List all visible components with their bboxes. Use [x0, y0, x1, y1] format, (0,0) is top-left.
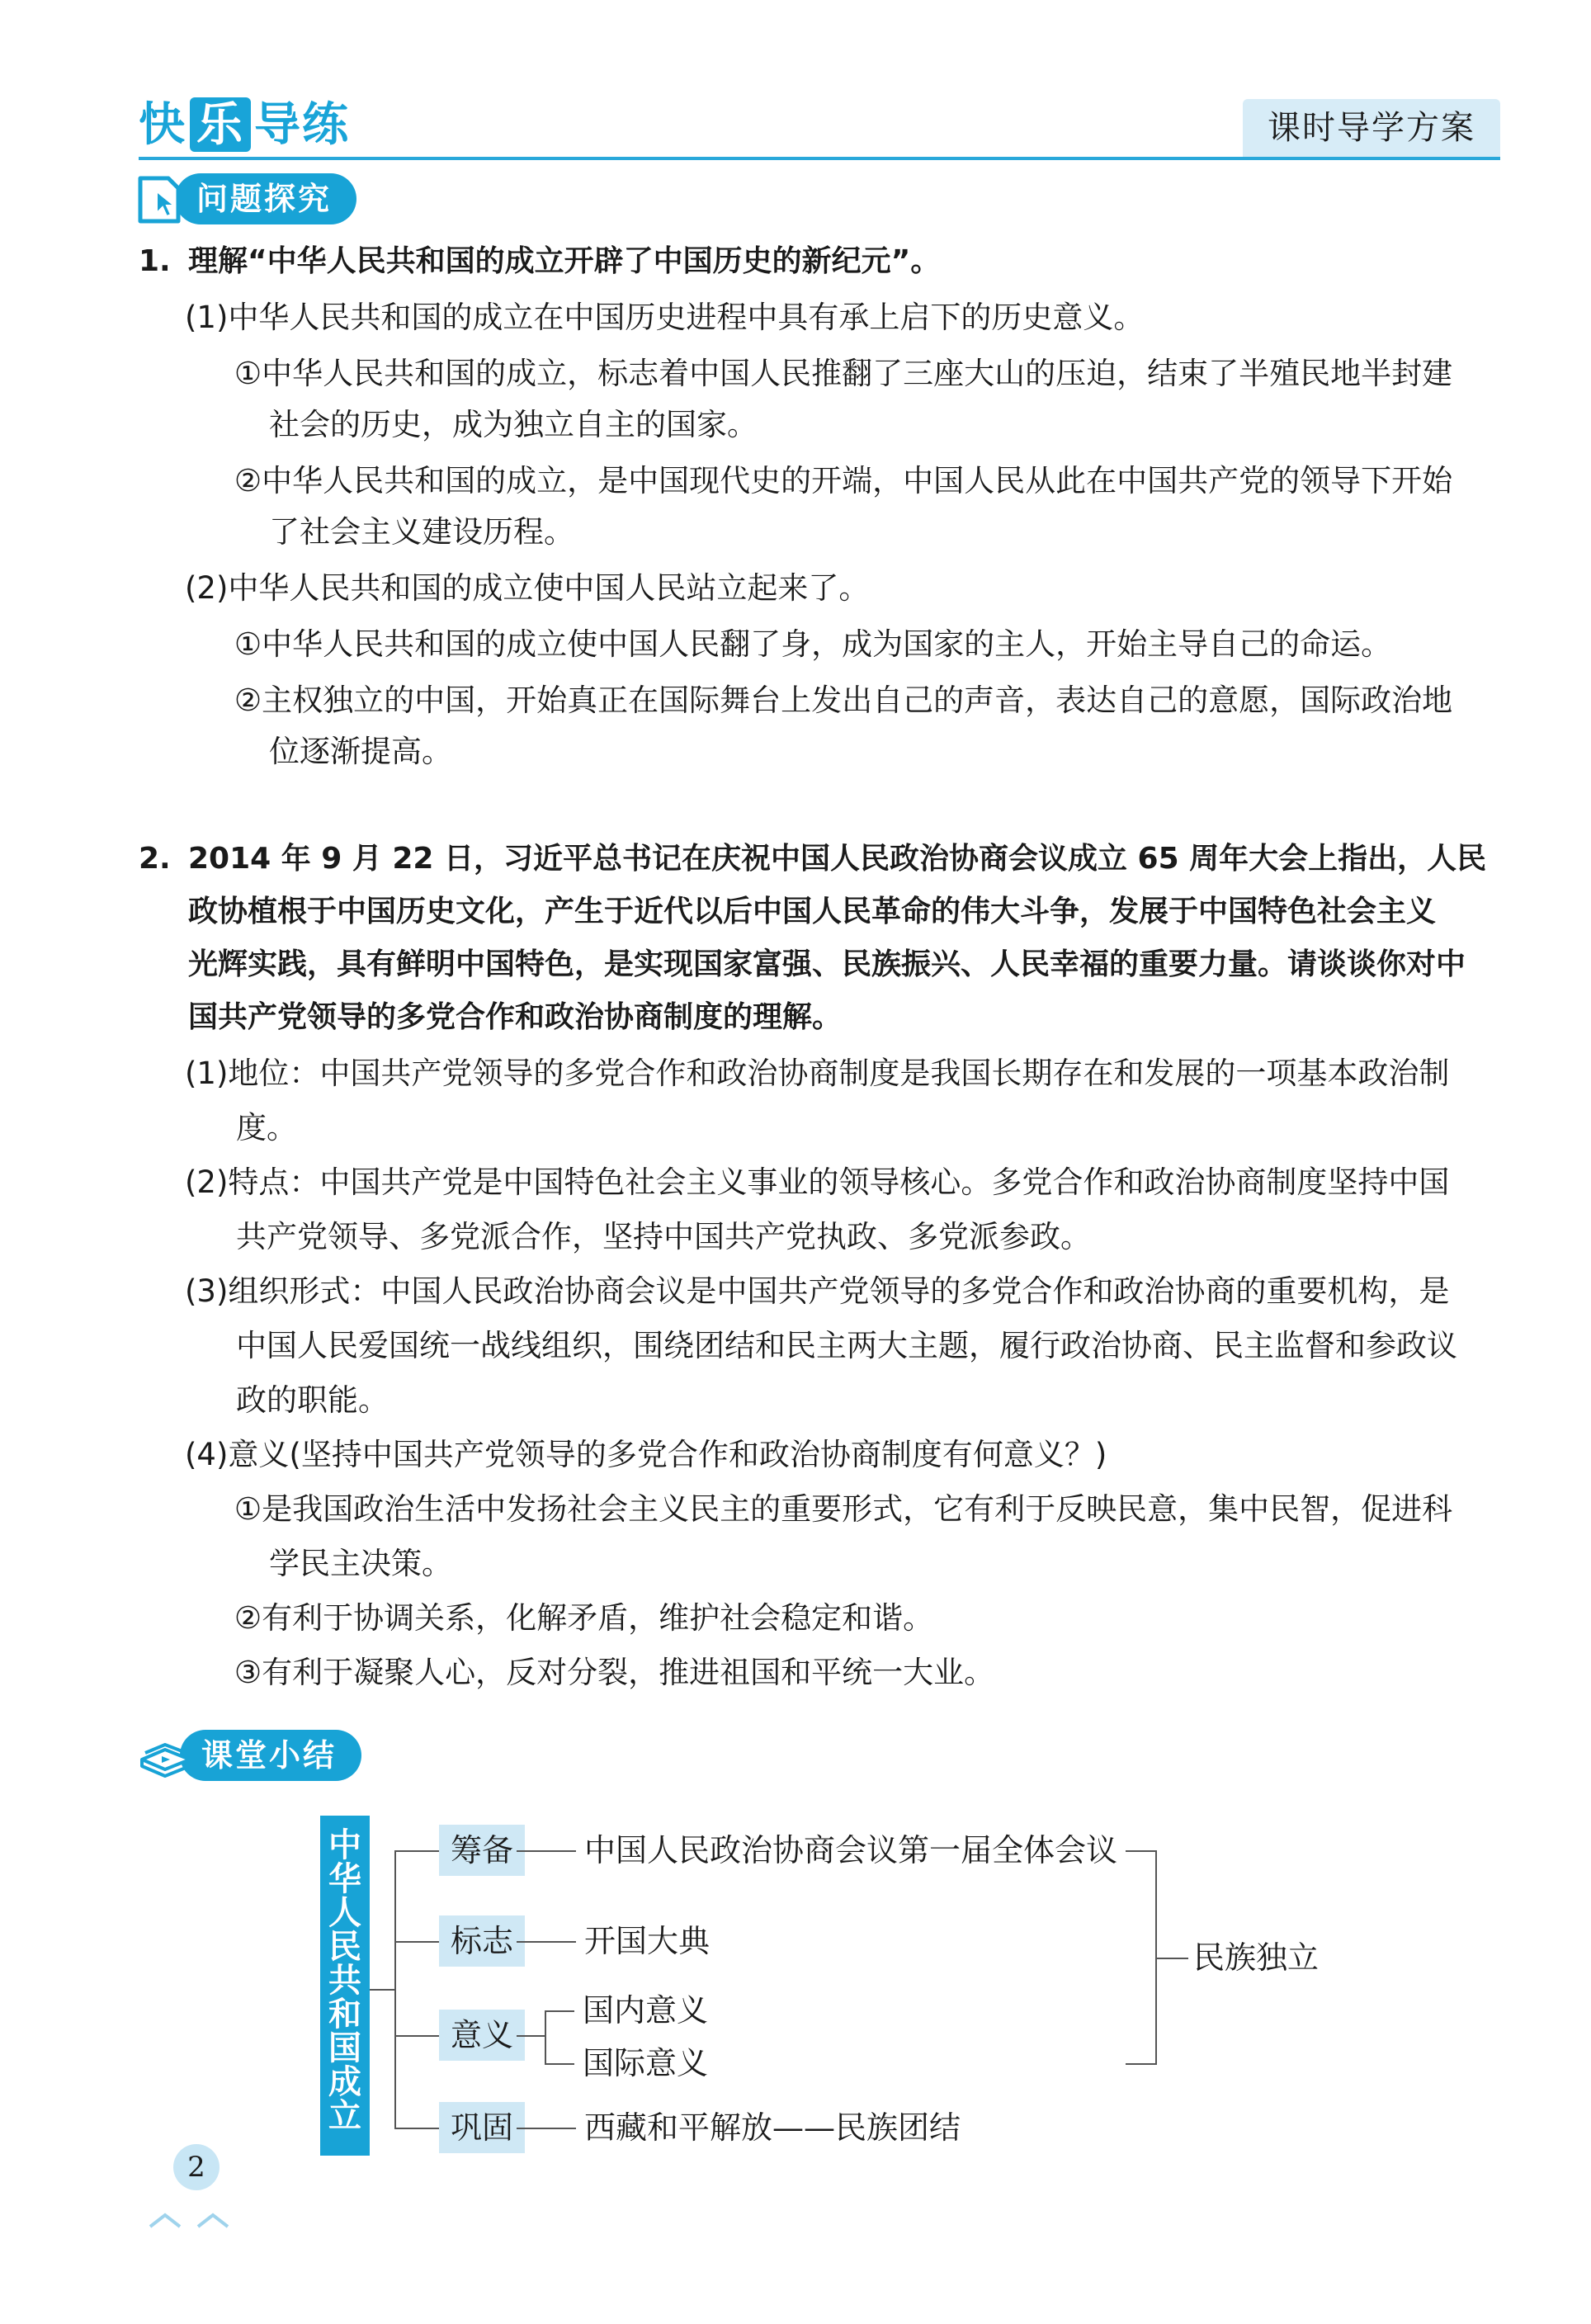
mindmap-connector — [1155, 1958, 1188, 1959]
mindmap-connector — [545, 2063, 574, 2065]
mindmap-result: 民族独立 — [1193, 1939, 1320, 1976]
answer-line: 中国人民爱国统一战线组织，围绕团结和民主两大主题，履行政治协商、民主监督和参政议 — [236, 1328, 1457, 1363]
wave-decoration-icon — [147, 2204, 246, 2237]
mindmap-connector — [1126, 1850, 1155, 1852]
mindmap-connector — [1126, 2063, 1155, 2065]
answer-line: 位逐渐提高。 — [269, 734, 452, 769]
answer-line: ③有利于凝聚人心，反对分裂，推进祖国和平统一大业。 — [234, 1655, 995, 1690]
mindmap-branch-meaning: 意义 — [439, 2010, 525, 2061]
answer-line: (4)意义(坚持中国共产党领导的多党合作和政治协商制度有何意义？) — [185, 1437, 1107, 1472]
mindmap-leaf: 开国大典 — [584, 1923, 711, 1959]
question-1-title — [139, 234, 1517, 289]
brand-char-3: 导练 — [254, 97, 350, 152]
answer-line: 了社会主义建设历程。 — [269, 514, 574, 550]
answer-line: ②有利于协调关系，化解矛盾，维护社会稳定和谐。 — [234, 1600, 934, 1636]
mindmap-connector — [517, 2128, 576, 2129]
mindmap-leaf: 国内意义 — [583, 1992, 709, 2029]
mindmap-connector — [545, 2010, 546, 2063]
mindmap-leaf: 中国人民政治协商会议第一届全体会议 — [584, 1832, 1118, 1868]
answer-line: (1)地位：中国共产党领导的多党合作和政治协商制度是我国长期存在和发展的一项基本政治制 — [185, 1056, 1450, 1091]
section-label: 课堂小结 — [180, 1730, 361, 1781]
answer-line: (3)组织形式：中国人民政治协商会议是中国共产党领导的多党合作和政治协商的重要机构，是 — [185, 1273, 1450, 1309]
answer-line: 政的职能。 — [236, 1382, 389, 1418]
answer-line: ②主权独立的中国，开始真正在国际舞台上发出自己的声音，表达自己的意愿，国际政治地 — [234, 683, 1453, 718]
answer-line: 社会的历史，成为独立自主的国家。 — [269, 407, 758, 442]
mindmap-root: 中华人民共和国成立 — [320, 1816, 370, 2156]
mindmap-connector — [394, 1850, 396, 2128]
mindmap-leaf: 国际意义 — [583, 2045, 709, 2081]
mindmap-connector — [394, 1850, 439, 1852]
book-stack-icon — [137, 1726, 195, 1784]
cursor-document-icon — [132, 170, 190, 228]
answer-line: ①是我国政治生活中发扬社会主义民主的重要形式，它有利于反映民意，集中民智，促进科 — [234, 1491, 1453, 1527]
mindmap-connector — [394, 2035, 439, 2037]
mindmap-connector — [517, 2035, 545, 2037]
answer-line: 度。 — [236, 1110, 297, 1145]
mindmap-connector — [517, 1850, 576, 1852]
question-2-title-line: 光辉实践，具有鲜明中国特色，是实现国家富强、民族振兴、人民幸福的重要力量。请谈谈你对中 — [188, 947, 1466, 981]
section-problem-explore — [132, 170, 356, 228]
header-divider — [139, 157, 1500, 160]
answer-line: 共产党领导、多党派合作，坚持中国共产党执政、多党派参政。 — [236, 1219, 1091, 1254]
answer-line: (2)特点：中国共产党是中国特色社会主义事业的领导核心。多党合作和政治协商制度坚持中国 — [185, 1164, 1450, 1200]
mindmap-connector — [517, 1941, 576, 1943]
mindmap-connector — [394, 2128, 439, 2129]
answer-line: ①中华人民共和国的成立使中国人民翻了身，成为国家的主人，开始主导自己的命运。 — [234, 626, 1392, 662]
question-2-title-line — [139, 832, 1517, 886]
question-text: 2014 年 9 月 22 日，习近平总书记在庆祝中国人民政治协商会议成立 65 周年大会上指出，人民 — [188, 842, 1487, 876]
section-class-summary — [137, 1726, 361, 1784]
brand-char-2: 乐 — [190, 97, 251, 152]
header-tag: 课时导学方案 — [1243, 99, 1500, 157]
question-2-title-line: 国共产党领导的多党合作和政治协商制度的理解。 — [188, 1000, 843, 1034]
mindmap-leaf: 西藏和平解放——民族团结 — [584, 2109, 961, 2146]
answer-line: (2)中华人民共和国的成立使中国人民站立起来了。 — [185, 570, 870, 606]
answer-line: ①中华人民共和国的成立，标志着中国人民推翻了三座大山的压迫，结束了半殖民地半封建 — [234, 356, 1453, 391]
answer-line: ②中华人民共和国的成立，是中国现代史的开端，中国人民从此在中国共产党的领导下开始 — [234, 463, 1453, 498]
brand-logo — [139, 97, 350, 152]
mindmap-branch-prepare: 筹备 — [439, 1825, 525, 1876]
page-number: 2 — [173, 2144, 220, 2190]
question-text: 理解“中华人民共和国的成立开辟了中国历史的新纪元”。 — [188, 244, 941, 278]
mindmap-branch-consolidate: 巩固 — [439, 2102, 525, 2153]
mindmap-connector — [545, 2010, 574, 2012]
brand-char-1: 快 — [139, 97, 186, 152]
question-number: 2. — [139, 842, 171, 876]
mindmap-branch-symbol: 标志 — [439, 1915, 525, 1967]
mindmap-connector — [370, 1989, 394, 1991]
question-2-title-line: 政协植根于中国历史文化，产生于近代以后中国人民革命的伟大斗争，发展于中国特色社会主义 — [188, 895, 1437, 928]
answer-line: 学民主决策。 — [269, 1546, 452, 1581]
section-label: 问题探究 — [175, 173, 356, 224]
mindmap-connector — [394, 1941, 439, 1943]
answer-line: (1)中华人民共和国的成立在中国历史进程中具有承上启下的历史意义。 — [185, 300, 1145, 335]
question-number: 1. — [139, 244, 171, 278]
